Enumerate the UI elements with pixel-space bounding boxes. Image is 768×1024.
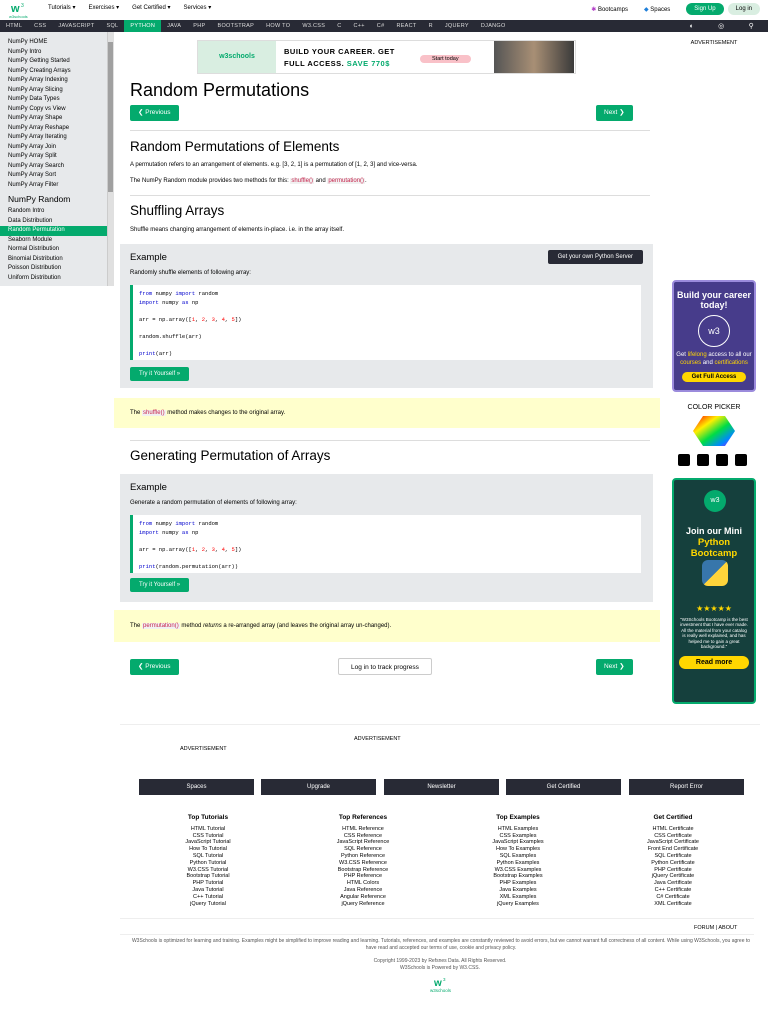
footer-link-xml-examples[interactable]: XML Examples (499, 893, 537, 900)
lang-javascript[interactable]: JAVASCRIPT (58, 23, 95, 29)
try-it-yourself-button[interactable]: Try it Yourself » (130, 367, 189, 381)
forum-about-links: FORUM | ABOUT (694, 925, 738, 931)
python-logo-icon (702, 560, 728, 586)
language-bar (0, 20, 768, 32)
note-text: method makes changes to the original array. (165, 410, 286, 416)
note-shuffle (114, 398, 660, 428)
purple-text: Get (676, 352, 688, 358)
footer-link-c-certificate[interactable]: C# Certificate (656, 893, 690, 900)
search-icon[interactable]: ⚲ (748, 23, 754, 30)
example-shuffle (120, 244, 653, 388)
instagram-icon[interactable] (697, 454, 709, 466)
footer-link-sql-examples[interactable]: SQL Examples (499, 852, 537, 859)
footer-column-heading: Top Tutorials (187, 814, 229, 821)
purple-highlight: courses (680, 359, 702, 366)
purple-text: and (701, 359, 715, 366)
heading-generating-permutation: Generating Permutation of Arrays (130, 448, 331, 463)
footer-column-examples (463, 815, 573, 907)
footer-advertisement-label: ADVERTISEMENT (354, 736, 401, 742)
footer-link-php-tutorial[interactable]: PHP Tutorial (192, 880, 224, 887)
purple-highlight: certifications (714, 359, 748, 366)
footer-link-java-reference[interactable]: Java Reference (343, 886, 383, 893)
linkedin-icon[interactable] (716, 454, 728, 466)
login-button[interactable]: Log in (728, 3, 760, 15)
top-nav (48, 4, 211, 11)
bootcamps-link[interactable] (591, 6, 628, 13)
footer-link-sql-certificate[interactable]: SQL Certificate (654, 852, 692, 859)
footer-link-html-reference[interactable]: HTML Reference (342, 825, 384, 832)
previous-button-bottom[interactable]: ❮ Previous (130, 659, 179, 675)
footer-link-c-certificate[interactable]: C++ Certificate (654, 886, 692, 893)
footer-link-javascript-examples[interactable]: JavaScript Examples (492, 839, 544, 846)
page-title: Random Permutations (130, 80, 310, 100)
example-title: Example (130, 482, 167, 493)
example-description: Randomly shuffle elements of following array: (130, 270, 251, 276)
lang-python[interactable]: PYTHON (124, 20, 161, 32)
period-text: . (365, 178, 367, 184)
footer-column-tutorials (153, 815, 263, 907)
note-emphasis: returns (203, 623, 222, 629)
footer-link-w3-css-tutorial[interactable]: W3.CSS Tutorial (187, 866, 229, 873)
note-permutation (114, 610, 660, 642)
powered-text: W3Schools is Powered by W3.CSS. (399, 965, 481, 971)
svg-text:3: 3 (21, 3, 24, 9)
lang-html[interactable]: HTML (6, 23, 23, 29)
sidebar-item-seaborn-module[interactable]: Seaborn Module (8, 236, 53, 243)
heading-permutations-of-elements: Random Permutations of Elements (130, 139, 340, 154)
sidebar-item-data-distribution[interactable]: Data Distribution (8, 217, 53, 224)
signup-button[interactable]: Sign Up (686, 3, 723, 15)
ad-save: SAVE 770$ (346, 59, 390, 68)
sidebar-scroll-thumb[interactable] (108, 42, 113, 192)
purple-ad-text (674, 352, 754, 367)
sidebar-item-numpy-getting-started[interactable]: NumPy Getting Started (8, 58, 70, 64)
sidebar-item-numpy-array-indexing[interactable]: NumPy Array Indexing (8, 77, 68, 83)
advertisement-label: ADVERTISEMENT (690, 40, 738, 46)
footer-link-java-tutorial[interactable]: Java Tutorial (192, 886, 224, 893)
footer-column-heading: Top References (338, 814, 388, 821)
ad-photo (494, 41, 574, 73)
note-text: a re-arranged array (and leaves the original array un-changed). (221, 623, 392, 629)
lang-java[interactable]: JAVA (167, 23, 182, 29)
footer-link-jquery-examples[interactable]: jQuery Examples (497, 900, 539, 907)
footer-logo-text: w3schools (430, 988, 452, 993)
footer-column-certified (618, 815, 728, 907)
sidebar-item-random-intro[interactable]: Random Intro (8, 208, 45, 214)
shuffle-code: shuffle() (291, 178, 313, 184)
methods-paragraph (130, 178, 650, 184)
right-column (660, 32, 768, 722)
bootcamp-ad-title: Join our Mini (686, 526, 742, 536)
sidebar-item-binomial-distribution[interactable]: Binomial Distribution (8, 255, 63, 262)
footer-divider (120, 724, 760, 725)
footer-link-html-certificate[interactable]: HTML Certificate (652, 825, 694, 832)
footer-divider (120, 934, 754, 935)
footer-link-javascript-certificate[interactable]: JavaScript Certificate (647, 839, 699, 846)
svg-text:w: w (11, 3, 20, 15)
footer-report-error-button[interactable]: Report Error (629, 779, 744, 795)
footer-link-bootstrap-reference[interactable]: Bootstrap Reference (337, 866, 389, 873)
next-button-top[interactable]: Next ❯ (596, 105, 633, 121)
divider (130, 195, 650, 196)
footer-link-html-examples[interactable]: HTML Examples (497, 825, 539, 832)
sidebar-item-numpy-array-search[interactable]: NumPy Array Search (8, 162, 65, 169)
next-button-bottom[interactable]: Next ❯ (596, 659, 633, 675)
methods-text: The NumPy Random module provides two methods for this: (130, 178, 291, 184)
try-it-yourself-button[interactable]: Try it Yourself » (130, 578, 189, 592)
footer-link-bootstrap-tutorial[interactable]: Bootstrap Tutorial (186, 873, 230, 880)
top-advertisement[interactable] (197, 40, 576, 74)
footer-link-jquery-certificate[interactable]: jQuery Certificate (651, 873, 695, 880)
lang-css[interactable]: CSS (34, 23, 47, 29)
lang-php[interactable]: PHP (193, 23, 206, 29)
footer-link-how-to-examples[interactable]: How To Examples (496, 846, 540, 853)
lang-react[interactable]: REACT (396, 23, 417, 29)
color-picker-label: COLOR PICKER (687, 404, 741, 411)
spaces-icon: ◆ (643, 6, 649, 13)
purple-career-ad[interactable] (672, 280, 756, 392)
footer-column-heading: Get Certified (653, 814, 693, 821)
spaces-link[interactable] (644, 6, 670, 13)
footer-link-php-certificate[interactable]: PHP Certificate (654, 866, 692, 873)
purple-highlight: lifelong (687, 352, 707, 358)
footer-link-xml-certificate[interactable]: XML Certificate (654, 900, 692, 907)
sidebar-heading-numpy-random: NumPy Random (8, 194, 71, 204)
lang-r[interactable]: R (428, 23, 433, 29)
facebook-icon[interactable] (678, 454, 690, 466)
ad-cta-button[interactable]: Start today (420, 55, 471, 63)
footer-link-front-end-certificate[interactable]: Front End Certificate (647, 846, 699, 853)
divider (130, 130, 650, 131)
footer-get-certified-button[interactable]: Get Certified (506, 779, 621, 795)
intro-paragraph: A permutation refers to an arrangement of elements. e.g. [3, 2, 1] is a permutation of [1, 2, 3] and vice-versa. (130, 162, 418, 168)
note-shuffle-code: shuffle() (143, 410, 165, 416)
sidebar-item-normal-distribution[interactable]: Normal Distribution (8, 246, 60, 252)
get-server-button[interactable]: Get your own Python Server (548, 250, 643, 264)
lang-howto[interactable]: HOW TO (266, 23, 291, 29)
sidebar-item-numpy-creating-arrays[interactable]: NumPy Creating Arrays (8, 67, 71, 74)
sidebar-item-uniform-distribution[interactable]: Uniform Distribution (8, 274, 61, 281)
footer-link-jquery-reference[interactable]: jQuery Reference (341, 900, 385, 907)
divider (130, 440, 650, 441)
permutation-code: permutation() (328, 178, 365, 184)
nav-services[interactable]: Services ▾ (183, 5, 212, 11)
track-progress-button[interactable]: Log in to track progress (338, 658, 432, 675)
footer-column-heading: Top Examples (496, 814, 540, 821)
footer-link-sql-reference[interactable]: SQL Reference (344, 846, 382, 853)
ad-line-2 (284, 59, 390, 68)
heading-shuffling-arrays: Shuffling Arrays (130, 203, 225, 218)
svg-text:w: w (434, 978, 442, 989)
footer-link-w3-css-examples[interactable]: W3.CSS Examples (494, 866, 542, 873)
sidebar-item-numpy-array-filter[interactable]: NumPy Array Filter (8, 181, 59, 188)
purple-text: access to all our (706, 352, 752, 358)
main-content (114, 32, 660, 722)
nav-exercises[interactable]: Exercises ▾ (88, 5, 120, 11)
footer-link-css-examples[interactable]: CSS Examples (499, 832, 537, 839)
sidebar-item-numpy-home[interactable]: NumPy HOME (8, 39, 48, 45)
disclaimer-text: W3Schools is optimized for learning and training. Examples might be simplified to improve reading and learning. Tutorials, references, and examples are constantly reviewed to avoid errors, but we cannot warrant full correctness of all content. While using W3Schools, you agree to have read and accepted our terms of use, cookie and privacy policy. (131, 938, 751, 951)
svg-text:3: 3 (443, 977, 446, 982)
get-full-access-button[interactable]: Get Full Access (682, 372, 746, 382)
w3-logo-icon: w3 (698, 315, 730, 347)
lang-csharp[interactable]: C# (376, 23, 385, 29)
footer-link-how-to-tutorial[interactable]: How To Tutorial (189, 846, 227, 853)
footer-link-jquery-tutorial[interactable]: jQuery Tutorial (190, 900, 226, 907)
footer-link-python-certificate[interactable]: Python Certificate (651, 859, 695, 866)
example-title: Example (130, 252, 167, 263)
lang-w3css[interactable]: W3.CSS (302, 23, 326, 29)
purple-ad-title: Build your career today! (676, 290, 752, 310)
lang-bootstrap[interactable]: BOOTSTRAP (217, 23, 255, 29)
example-permutation (120, 474, 653, 602)
footer-link-java-certificate[interactable]: Java Certificate (654, 880, 692, 887)
lang-cpp[interactable]: C++ (353, 23, 365, 29)
w3schools-logo[interactable] (8, 1, 32, 19)
and-text: and (313, 178, 328, 184)
dark-mode-icon[interactable]: ◐ (689, 23, 695, 30)
footer-advertisement-label-2: ADVERTISEMENT (180, 746, 227, 752)
logo-text: w3schools (9, 14, 28, 19)
sidebar-item-numpy-array-slicing[interactable]: NumPy Array Slicing (8, 86, 63, 93)
footer-upgrade-button[interactable]: Upgrade (261, 779, 376, 795)
w3-logo-icon: w3 (704, 490, 726, 512)
example-description: Generate a random permutation of elements of following array: (130, 500, 297, 506)
sidebar-item-numpy-array-split[interactable]: NumPy Array Split (8, 153, 57, 159)
footer-link-css-tutorial[interactable]: CSS Tutorial (192, 832, 224, 839)
footer-logo[interactable] (428, 976, 454, 994)
footer-link-html-tutorial[interactable]: HTML Tutorial (190, 825, 226, 832)
footer-link-javascript-tutorial[interactable]: JavaScript Tutorial (185, 839, 231, 846)
note-text: The (130, 623, 143, 629)
nav-get-certified[interactable]: Get Certified ▾ (132, 5, 171, 11)
bootcamps-icon: ✱ (591, 6, 597, 13)
footer-spaces-button[interactable]: Spaces (139, 779, 254, 795)
lang-sql[interactable]: SQL (106, 23, 119, 29)
footer-link-w3-css-reference[interactable]: W3.CSS Reference (339, 859, 387, 866)
social-icons (678, 454, 747, 466)
ad-line-1: BUILD YOUR CAREER. GET (284, 47, 395, 56)
footer-link-php-examples[interactable]: PHP Examples (499, 880, 537, 887)
footer-divider (120, 918, 754, 919)
spaces-label: Spaces (650, 6, 671, 13)
sidebar (0, 32, 114, 286)
shuffle-paragraph: Shuffle means changing arrangement of elements in-place. i.e. in the array itself. (130, 227, 345, 233)
lang-jquery[interactable]: JQUERY (444, 23, 469, 29)
read-more-button[interactable]: Read more (679, 656, 749, 669)
footer-link-java-examples[interactable]: Java Examples (499, 886, 537, 893)
code-block-shuffle: from numpy import random import numpy as np arr = np.array([1, 2, 3, 4, 5]) random.shuffle(arr) print(arr) (130, 285, 641, 360)
footer-link-javascript-reference[interactable]: JavaScript Reference (336, 839, 390, 846)
discord-icon[interactable] (735, 454, 747, 466)
top-right-nav (591, 3, 760, 15)
lang-c[interactable]: C (337, 23, 342, 29)
footer-column-references (308, 815, 418, 907)
note-permutation-code: permutation() (143, 623, 179, 629)
previous-button-top[interactable]: ❮ Previous (130, 105, 179, 121)
note-text: method (179, 623, 204, 629)
ad-line-2-text: FULL ACCESS. (284, 59, 345, 68)
footer (114, 722, 768, 1024)
sidebar-item-numpy-array-join[interactable]: NumPy Array Join (8, 143, 57, 150)
python-bootcamp-ad[interactable] (672, 478, 756, 704)
sidebar-item-poisson-distribution[interactable]: Poisson Distribution (8, 265, 62, 271)
footer-link-css-certificate[interactable]: CSS Certificate (654, 832, 692, 839)
footer-link-c-tutorial[interactable]: C++ Tutorial (193, 893, 223, 900)
about-link[interactable]: ABOUT (718, 925, 738, 931)
sidebar-item-numpy-array-shape[interactable]: NumPy Array Shape (8, 115, 63, 121)
sidebar-item-numpy-copy-vs-view[interactable]: NumPy Copy vs View (8, 105, 66, 112)
copyright-text: Copyright 1999-2023 by Refsnes Data. All Rights Reserved. (373, 958, 507, 964)
footer-link-angular-reference[interactable]: Angular Reference (340, 893, 386, 900)
sidebar-item-numpy-array-sort[interactable]: NumPy Array Sort (8, 172, 57, 178)
top-bar (0, 0, 768, 20)
sidebar-numpy-list (0, 38, 114, 190)
sidebar-random-list (0, 207, 114, 283)
sidebar-scrollbar[interactable] (107, 32, 114, 286)
color-picker-icon[interactable] (693, 416, 735, 446)
note-text: The (130, 410, 143, 416)
footer-link-css-reference[interactable]: CSS Reference (343, 832, 383, 839)
sidebar-item-numpy-array-reshape[interactable]: NumPy Array Reshape (8, 124, 70, 131)
forum-link[interactable]: FORUM (694, 925, 715, 931)
footer-newsletter-button[interactable]: Newsletter (384, 779, 499, 795)
footer-link-bootstrap-examples[interactable]: Bootstrap Examples (493, 873, 543, 880)
footer-link-python-reference[interactable]: Python Reference (340, 852, 386, 859)
bootcamp-ad-python: Python Bootcamp (690, 536, 738, 559)
sidebar-item-numpy-intro[interactable]: NumPy Intro (8, 48, 42, 55)
footer-link-python-tutorial[interactable]: Python Tutorial (189, 859, 227, 866)
footer-link-php-reference[interactable]: PHP Reference (343, 873, 383, 880)
code-icon[interactable]: ◎ (718, 23, 725, 30)
bootcamp-quote: "W3Schools Bootcamp is the best investment that I have ever made. All the material from your catalog is really well explained, and has helped me to gain a great background." (680, 616, 748, 649)
sidebar-item-numpy-data-types[interactable]: NumPy Data Types (8, 96, 60, 102)
lang-django[interactable]: DJANGO (480, 23, 506, 29)
bootcamps-label: Bootcamps (597, 6, 628, 13)
sidebar-item-random-permutation[interactable]: Random Permutation (0, 226, 114, 236)
sidebar-item-numpy-array-iterating[interactable]: NumPy Array Iterating (8, 134, 67, 140)
footer-link-sql-tutorial[interactable]: SQL Tutorial (192, 852, 224, 859)
rating-stars: ★★★★★ (696, 603, 732, 613)
footer-link-python-examples[interactable]: Python Examples (496, 859, 540, 866)
ad-logo: w3schools (198, 41, 276, 73)
code-block-permutation: from numpy import random import numpy as np arr = np.array([1, 2, 3, 4, 5]) print(random.permutation(arr)) (130, 515, 641, 573)
footer-link-html-colors[interactable]: HTML Colors (346, 880, 380, 887)
nav-tutorials[interactable]: Tutorials ▾ (48, 5, 76, 11)
